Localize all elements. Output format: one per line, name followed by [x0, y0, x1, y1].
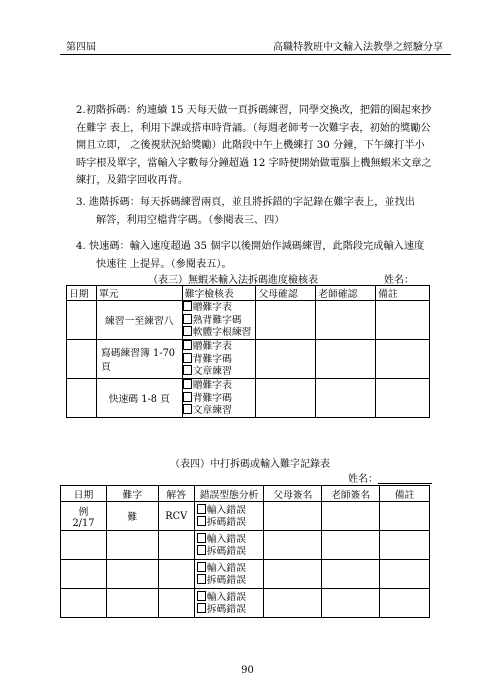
checklist-option: 背難字碼 [192, 353, 232, 365]
table3-header: 父母確認 [256, 286, 316, 301]
checklist-option: 軟體字根練習 [192, 327, 252, 339]
name-underline[interactable] [378, 473, 432, 484]
table3-date-cell[interactable] [67, 379, 97, 418]
char-cell[interactable] [106, 589, 158, 618]
remarks-cell[interactable] [380, 531, 430, 560]
table3-unit-cell: 練習一至練習八 [96, 301, 182, 340]
error-option: 輸入錯誤 [206, 504, 246, 516]
table3-header: 備註 [376, 286, 430, 301]
table3-header-row [67, 286, 430, 301]
error-option: 輸入錯誤 [206, 591, 246, 603]
difficult-char-record-table [60, 485, 430, 618]
table3-header: 難字檢核表 [182, 286, 256, 301]
checkbox[interactable] [183, 353, 192, 363]
table3-name-label: 姓名： [384, 275, 414, 286]
table4-header-row [61, 486, 430, 502]
checkbox[interactable] [197, 562, 206, 572]
table3-header: 老師確認 [316, 286, 376, 301]
checkbox[interactable] [183, 314, 192, 324]
paragraph-quick-line1: 4. 快速碼：輸入速度超過 35 個字以後開始作減碼練習，此階段完成輸入速度 [76, 241, 425, 252]
table4-header: 父母簽名 [264, 486, 322, 502]
table-row [67, 340, 430, 379]
paragraph-quick-code [76, 238, 434, 273]
error-option: 輸入錯誤 [206, 562, 246, 574]
progress-checklist-table [66, 285, 430, 418]
table3-header: 日期 [67, 286, 97, 301]
table3-date-cell[interactable] [67, 340, 97, 379]
error-type-cell [194, 531, 264, 560]
table3-unit-cell: 快速碼 1-8 頁 [96, 379, 182, 418]
table3-checklist-cell [182, 340, 256, 379]
table-row [61, 531, 430, 560]
parent-confirm-cell[interactable] [256, 301, 316, 340]
error-type-cell [194, 502, 264, 531]
table-row [61, 560, 430, 589]
remarks-cell[interactable] [380, 560, 430, 589]
error-option: 輸入錯誤 [206, 533, 246, 545]
parent-sign-cell[interactable] [264, 531, 322, 560]
checklist-option: 背難字碼 [192, 392, 232, 404]
header-right: 高職特教班中文輸入法教學之經驗分享 [273, 42, 443, 53]
table4-header: 錯誤型態分析 [194, 486, 264, 502]
example-date-cell [61, 502, 107, 531]
error-option: 拆碼錯誤 [206, 517, 246, 528]
example-char-cell: 難 [106, 502, 158, 531]
example-date: 2/17 [72, 517, 95, 529]
paragraph-advanced-line1: 3. 進階拆碼：每天拆碼練習兩頁，並且將拆錯的字記錄在難字表上，並找出 [76, 197, 415, 208]
header-left: 第四屆 [66, 42, 96, 53]
table4-caption: （表四）中打拆碼或輸入難字記錄表 [170, 459, 330, 470]
checkbox[interactable] [197, 574, 206, 584]
parent-sign-cell[interactable] [264, 560, 322, 589]
parent-confirm-cell[interactable] [256, 379, 316, 418]
remarks-cell[interactable] [380, 589, 430, 618]
checkbox[interactable] [183, 365, 192, 375]
error-type-cell [194, 560, 264, 589]
checklist-option: 文章練習 [192, 405, 232, 417]
checklist-option: 贈難字表 [192, 302, 232, 314]
error-type-cell [194, 589, 264, 618]
checklist-option: 贈難字表 [192, 380, 232, 392]
table4-name-text: 姓名： [348, 474, 378, 485]
teacher-confirm-cell[interactable] [316, 379, 376, 418]
checkbox[interactable] [183, 326, 192, 336]
example-answer-cell: RCV [158, 502, 194, 531]
table3-unit-cell: 寫碼練習簿 1-70 頁 [96, 340, 182, 379]
date-cell[interactable] [61, 589, 107, 618]
answer-cell[interactable] [158, 589, 194, 618]
remarks-cell[interactable] [376, 301, 430, 340]
checkbox[interactable] [183, 379, 192, 389]
paragraph-advanced-decoding [76, 194, 434, 229]
table3-caption: （表三）無蝦米輸入法拆碼進度檢核表 [148, 275, 318, 286]
header-rule [60, 54, 451, 55]
table3-header: 單元 [96, 286, 182, 301]
checkbox[interactable] [197, 545, 206, 555]
checkbox[interactable] [183, 340, 192, 350]
table4-header: 日期 [61, 486, 107, 502]
table-row [61, 502, 430, 531]
error-option: 拆碼錯誤 [206, 575, 246, 586]
checkbox[interactable] [183, 301, 192, 311]
table3-date-cell[interactable] [67, 301, 97, 340]
checkbox[interactable] [197, 603, 206, 613]
answer-cell[interactable] [158, 560, 194, 589]
page-number: 90 [241, 665, 254, 676]
parent-sign-cell[interactable] [264, 589, 322, 618]
table4-header: 解答 [158, 486, 194, 502]
checklist-option: 贈難字表 [192, 341, 232, 353]
table-row [67, 379, 430, 418]
teacher-confirm-cell[interactable] [316, 340, 376, 379]
teacher-sign-cell[interactable] [322, 531, 380, 560]
example-label: 例 [78, 506, 89, 518]
table4-header: 老師簽名 [322, 486, 380, 502]
paragraph-advanced-line2: 解答，利用空檔背字碼。（參閱表三、四） [96, 214, 285, 226]
teacher-sign-cell[interactable] [322, 502, 380, 531]
teacher-sign-cell[interactable] [322, 560, 380, 589]
table4-header: 備註 [380, 486, 430, 502]
parent-confirm-cell[interactable] [256, 340, 316, 379]
teacher-sign-cell[interactable] [322, 589, 380, 618]
char-cell[interactable] [106, 560, 158, 589]
error-option: 拆碼錯誤 [206, 604, 246, 615]
parent-sign-cell[interactable] [264, 502, 322, 531]
date-cell[interactable] [61, 560, 107, 589]
table4-name-label [348, 470, 432, 485]
table-row [61, 589, 430, 618]
table-row [67, 301, 430, 340]
paragraph-quick-line2: 快速往 上提昇。（參閱表五）。 [96, 258, 232, 270]
remarks-cell[interactable] [380, 502, 430, 531]
error-option: 拆碼錯誤 [206, 546, 246, 557]
checkbox[interactable] [197, 516, 206, 526]
remarks-cell[interactable] [376, 379, 430, 418]
teacher-confirm-cell[interactable] [316, 301, 376, 340]
table3-checklist-cell [182, 379, 256, 418]
date-cell[interactable] [61, 531, 107, 560]
checkbox[interactable] [183, 392, 192, 402]
page-header [0, 0, 495, 60]
checklist-option: 熟背難字碼 [192, 314, 242, 326]
remarks-cell[interactable] [376, 340, 430, 379]
table3-checklist-cell [182, 301, 256, 340]
table4-header: 難字 [106, 486, 158, 502]
checkbox[interactable] [197, 533, 206, 543]
checklist-option: 文章練習 [192, 366, 232, 378]
checkbox[interactable] [197, 591, 206, 601]
char-cell[interactable] [106, 531, 158, 560]
checkbox[interactable] [197, 504, 206, 514]
answer-cell[interactable] [158, 531, 194, 560]
paragraph-initial-decoding: 2.初階拆碼：約連續 15 天每天做一頁拆碼練習，同學交換改，把錯的圈起來抄在難字 表上，利用下課或搭車時背誦。（每週老師考一次難字表，初始的獎勵公開且立即， 之後視狀況給獎勵）此階段中午上機練打 30 分鐘，下午練打半小時字根及單字，當輸入字數每分鐘超過 12 字時便開始做電腦上機無蝦米文章之練打，及錯字回收再背。 [76, 105, 432, 186]
checkbox[interactable] [183, 404, 192, 414]
